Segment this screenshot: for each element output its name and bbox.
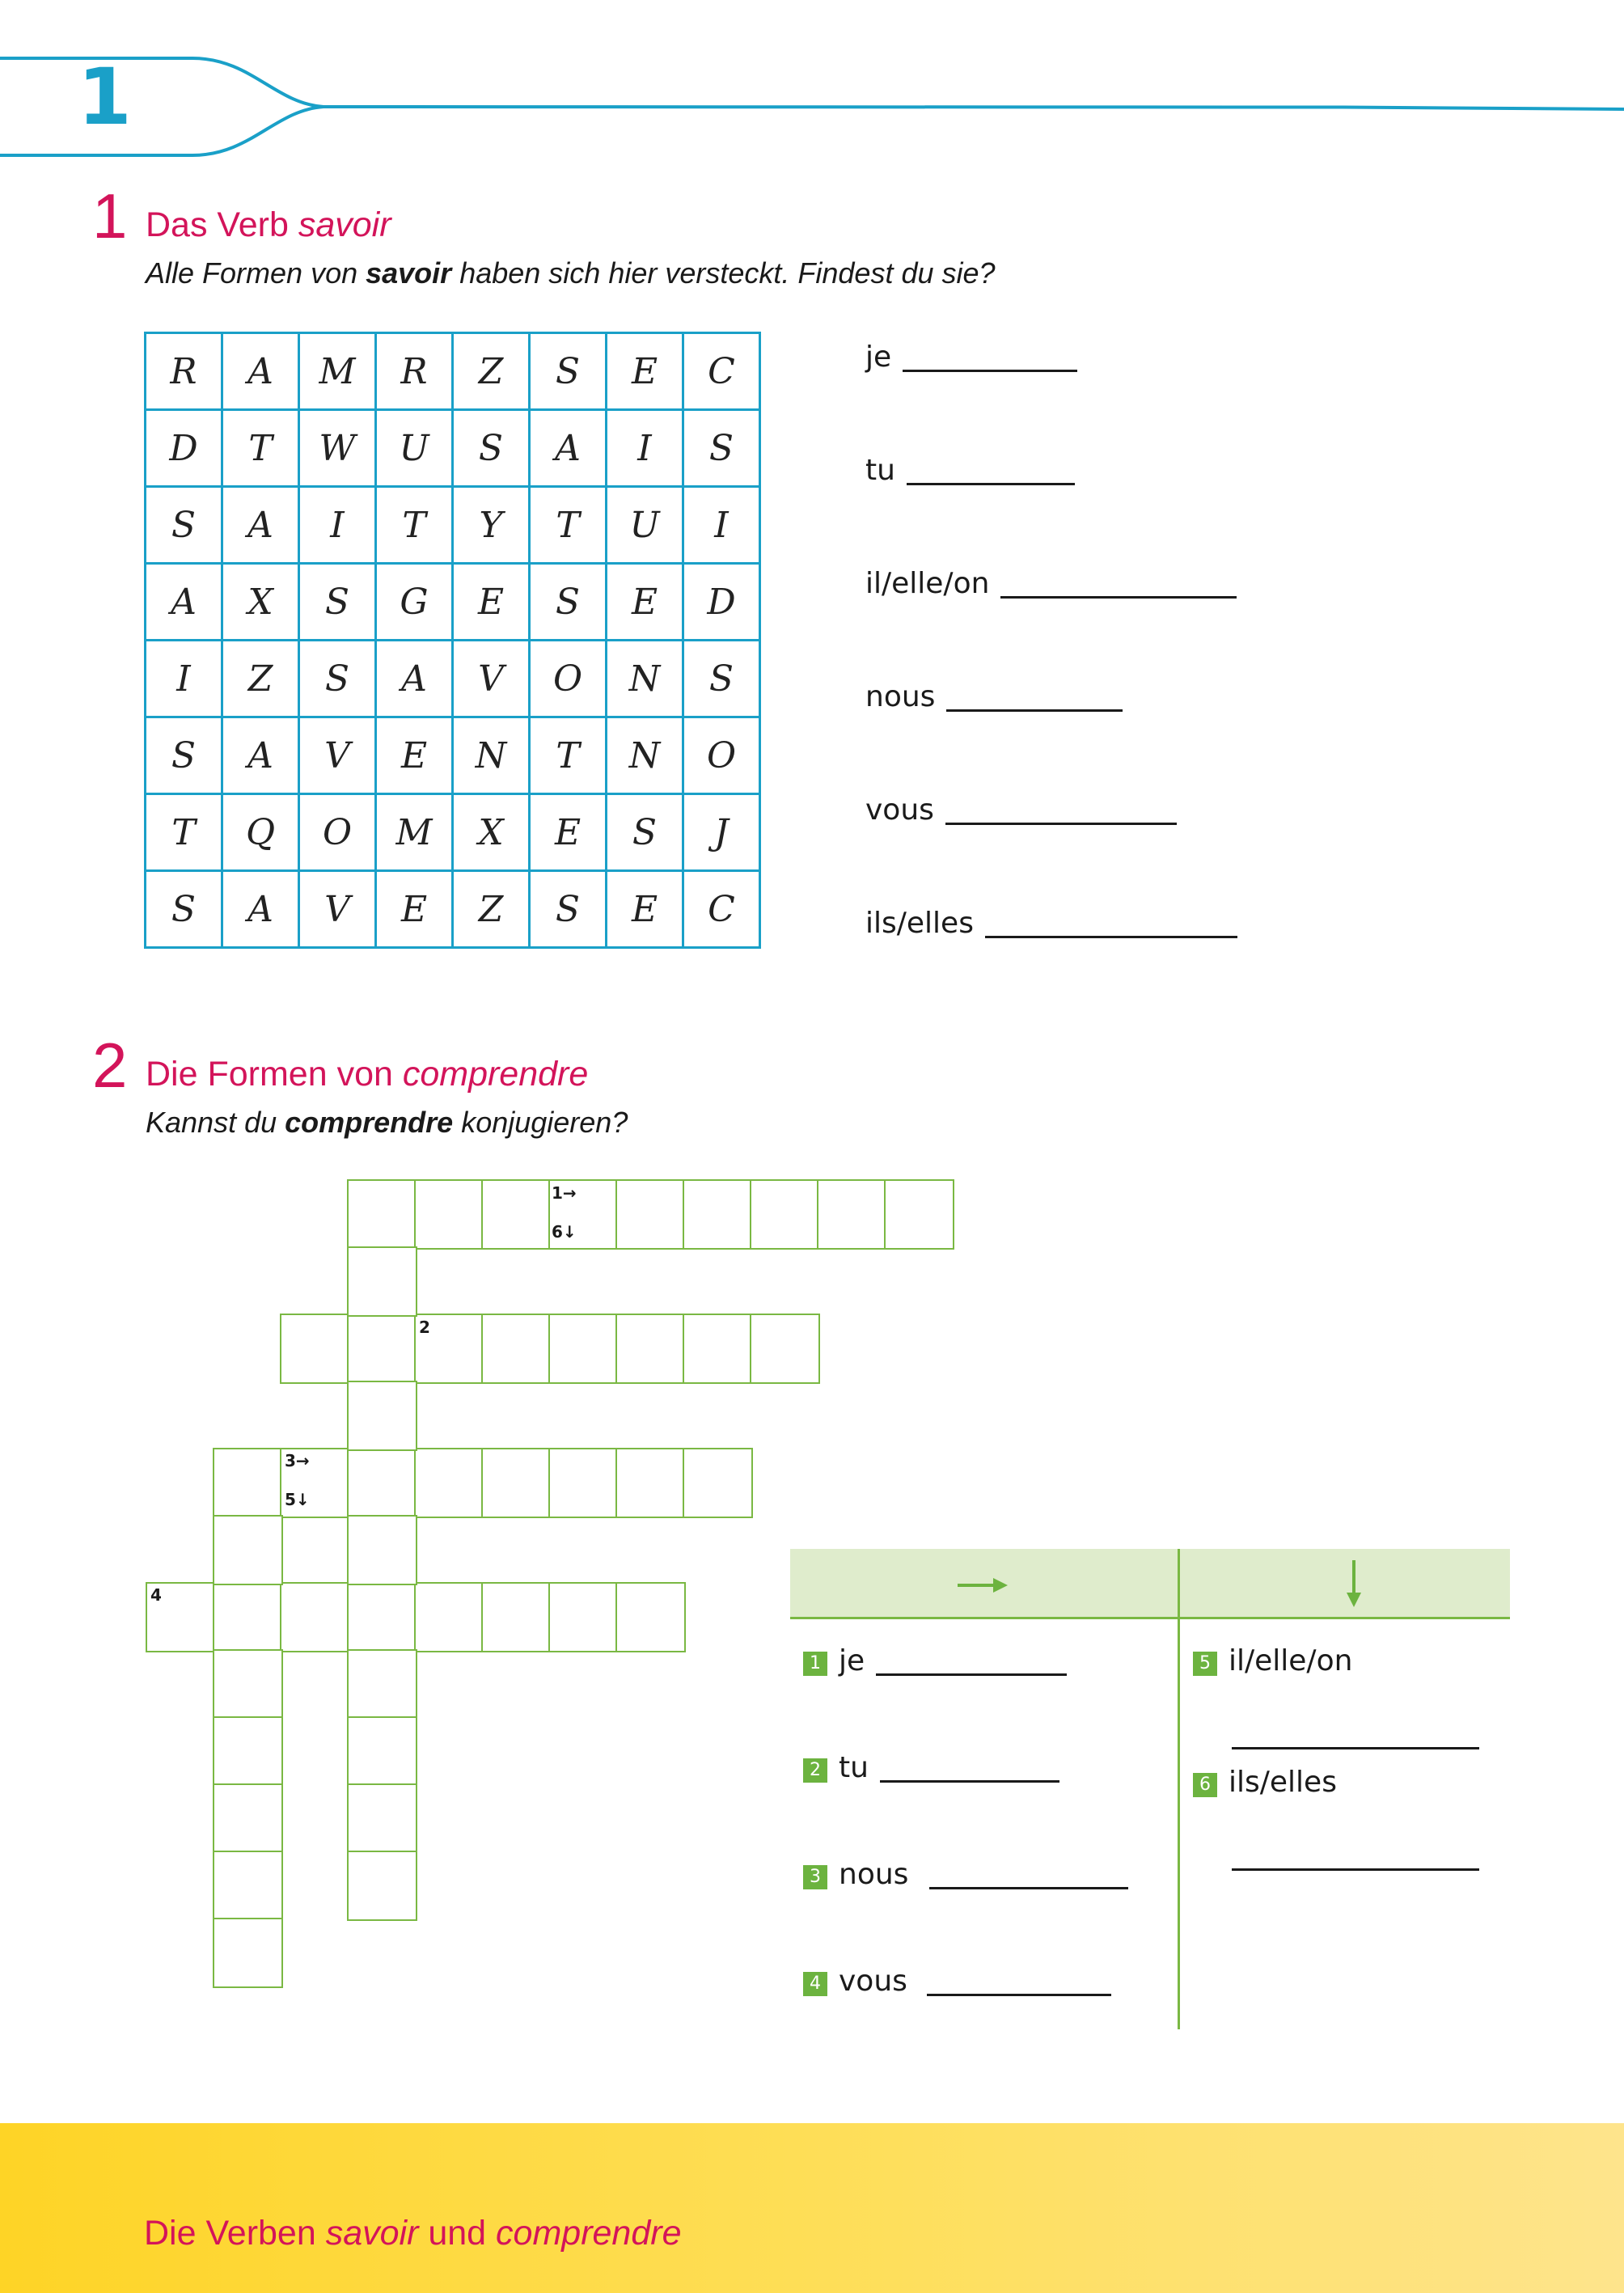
answer-row-vous [865, 793, 1177, 827]
instruction-text: Alle Formen von [146, 256, 366, 290]
down-arrow-icon [1344, 1559, 1364, 1609]
grid-cell[interactable]: A [222, 717, 299, 794]
clue-number-4-across: 4 [150, 1585, 162, 1605]
grid-cell[interactable]: V [453, 641, 530, 717]
grid-cell[interactable]: R [376, 333, 453, 410]
grid-row [146, 487, 760, 564]
crossword-cell[interactable] [414, 1448, 484, 1518]
crossword-cell[interactable] [481, 1179, 552, 1250]
crossword-cell[interactable] [548, 1582, 619, 1652]
answer-blank[interactable] [985, 929, 1237, 938]
answer-row-je [865, 343, 1077, 372]
grid-cell[interactable]: W [299, 410, 376, 487]
clue-number-3-across: 3→ [285, 1451, 310, 1470]
answer-row-tu [865, 456, 1075, 485]
header-tab-shape [0, 0, 1624, 162]
grid-cell[interactable]: Q [222, 794, 299, 871]
down-clue-5 [1193, 1644, 1353, 1677]
crossword-cell[interactable] [548, 1314, 619, 1384]
grid-cell[interactable]: S [299, 564, 376, 641]
crossword-cell[interactable] [280, 1314, 350, 1384]
grid-cell[interactable]: N [607, 641, 683, 717]
answer-row-ils-elles [865, 909, 1237, 938]
clue-badge: 5 [1193, 1652, 1217, 1676]
grid-cell[interactable]: I [683, 487, 760, 564]
grid-cell[interactable]: I [299, 487, 376, 564]
grid-row [146, 871, 760, 948]
grid-cell[interactable]: S [530, 871, 607, 948]
grid-cell[interactable]: T [530, 717, 607, 794]
crossword-cell[interactable] [347, 1515, 417, 1585]
answer-blank[interactable] [876, 1667, 1067, 1676]
grid-cell[interactable]: S [683, 641, 760, 717]
grid-cell[interactable]: A [376, 641, 453, 717]
clue-number-1-across: 1→ [552, 1183, 577, 1203]
grid-cell[interactable]: E [530, 794, 607, 871]
footer-title [144, 2216, 682, 2251]
clue-number-5-down: 5↓ [285, 1490, 310, 1509]
pronoun-label: nous [865, 680, 936, 713]
pronoun-label: ils/elles [865, 907, 974, 940]
grid-cell[interactable]: C [683, 871, 760, 948]
clue-number-2-across: 2 [419, 1318, 430, 1337]
pronoun-label: vous [839, 1965, 907, 1998]
crossword-cell[interactable] [213, 1918, 283, 1988]
grid-cell[interactable]: T [146, 794, 222, 871]
grid-cell[interactable]: G [376, 564, 453, 641]
crossword-cell[interactable] [615, 1582, 686, 1652]
crossword-cell[interactable] [683, 1314, 753, 1384]
crossword-cell[interactable] [615, 1179, 686, 1250]
crossword-cell[interactable] [615, 1314, 686, 1384]
grid-cell[interactable]: C [683, 333, 760, 410]
instruction-text: haben sich hier versteckt. Findest du sie? [451, 256, 996, 290]
grid-cell[interactable]: I [607, 410, 683, 487]
footer-verb: comprendre [496, 2214, 682, 2253]
crossword-cell[interactable] [347, 1716, 417, 1787]
crossword-cell[interactable] [213, 1515, 283, 1585]
grid-cell[interactable]: S [530, 333, 607, 410]
crossword-cell[interactable] [347, 1649, 417, 1720]
grid-row [146, 794, 760, 871]
instruction-text: konjugieren? [453, 1106, 628, 1139]
footer-text: und [418, 2214, 497, 2253]
crossword-cell[interactable] [884, 1179, 954, 1250]
exercise-2-title [146, 1057, 588, 1092]
crossword-cell[interactable] [213, 1582, 283, 1652]
answer-blank[interactable] [1000, 590, 1237, 599]
answer-blank[interactable] [1232, 1862, 1479, 1871]
grid-cell[interactable]: A [222, 871, 299, 948]
grid-cell[interactable]: E [607, 333, 683, 410]
word-search-grid [144, 332, 761, 949]
footer-band [0, 2123, 1624, 2293]
clue-table-header [790, 1549, 1510, 1619]
grid-cell[interactable]: I [146, 641, 222, 717]
crossword-cell[interactable] [683, 1448, 753, 1518]
crossword-cell[interactable] [481, 1582, 552, 1652]
exercise-2-title-text: Die Formen von [146, 1055, 403, 1094]
answer-blank[interactable] [907, 476, 1075, 485]
crossword-cell[interactable] [280, 1582, 350, 1652]
exercise-1-title-text: Das Verb [146, 205, 298, 244]
across-clue-3 [803, 1860, 1128, 1889]
down-clue-6 [1193, 1768, 1337, 1797]
clue-badge: 2 [803, 1758, 827, 1783]
grid-cell[interactable]: Z [453, 333, 530, 410]
crossword-cell[interactable] [213, 1716, 283, 1787]
grid-cell[interactable]: M [376, 794, 453, 871]
crossword-cell[interactable] [615, 1448, 686, 1518]
grid-cell[interactable]: E [607, 564, 683, 641]
grid-cell[interactable]: A [222, 333, 299, 410]
grid-cell[interactable]: M [299, 333, 376, 410]
crossword-cell[interactable] [683, 1179, 753, 1250]
crossword-cell[interactable] [347, 1314, 417, 1384]
crossword-cell[interactable] [750, 1314, 820, 1384]
grid-cell[interactable]: O [683, 717, 760, 794]
grid-cell[interactable]: A [146, 564, 222, 641]
clue-badge: 3 [803, 1865, 827, 1889]
grid-cell[interactable]: Z [222, 641, 299, 717]
grid-cell[interactable]: V [299, 871, 376, 948]
pronoun-label: nous [839, 1858, 909, 1891]
crossword-cell[interactable] [347, 1783, 417, 1854]
exercise-2-title-verb: comprendre [402, 1055, 589, 1094]
grid-cell[interactable]: J [683, 794, 760, 871]
answer-blank[interactable] [927, 1987, 1111, 1996]
grid-cell[interactable]: O [299, 794, 376, 871]
answer-blank[interactable] [903, 363, 1077, 372]
exercise-1-title-verb: savoir [298, 205, 391, 244]
grid-cell[interactable]: E [376, 717, 453, 794]
grid-row [146, 410, 760, 487]
exercise-1-title [146, 205, 391, 244]
grid-cell[interactable]: E [453, 564, 530, 641]
grid-cell[interactable]: T [530, 487, 607, 564]
crossword-cell[interactable] [213, 1783, 283, 1854]
pronoun-label: tu [865, 454, 895, 487]
footer-verb: savoir [325, 2214, 419, 2253]
crossword-cell[interactable] [347, 1381, 417, 1451]
pronoun-label: je [865, 341, 892, 374]
grid-cell[interactable]: E [376, 871, 453, 948]
crossword-cell[interactable] [414, 1179, 484, 1250]
grid-cell[interactable]: U [376, 410, 453, 487]
grid-cell[interactable]: N [453, 717, 530, 794]
grid-cell[interactable]: O [530, 641, 607, 717]
crossword-cell[interactable] [750, 1179, 820, 1250]
exercise-2-instruction [146, 1108, 628, 1137]
across-clue-4 [803, 1967, 1111, 1996]
grid-row [146, 333, 760, 410]
grid-cell[interactable]: A [222, 487, 299, 564]
pronoun-label: ils/elles [1229, 1766, 1337, 1799]
grid-cell[interactable]: E [607, 871, 683, 948]
crossword-cell[interactable] [481, 1314, 552, 1384]
pronoun-label: tu [839, 1751, 869, 1784]
crossword-cell[interactable] [481, 1448, 552, 1518]
grid-cell[interactable]: A [530, 410, 607, 487]
right-arrow-icon [956, 1576, 1009, 1595]
grid-cell[interactable]: V [299, 717, 376, 794]
grid-cell[interactable]: S [453, 410, 530, 487]
crossword-cell[interactable] [548, 1448, 619, 1518]
crossword-cell[interactable] [347, 1851, 417, 1921]
crossword-cell[interactable] [347, 1448, 417, 1518]
pronoun-label: je [839, 1644, 865, 1677]
answer-row-il-elle-on [865, 569, 1237, 599]
crossword-cell[interactable] [213, 1851, 283, 1921]
exercise-1-number: 1 [92, 180, 128, 252]
grid-cell[interactable]: S [530, 564, 607, 641]
pronoun-label: vous [865, 793, 934, 827]
crossword-cell[interactable] [213, 1649, 283, 1720]
crossword-cell[interactable] [817, 1179, 887, 1250]
grid-cell[interactable]: Z [453, 871, 530, 948]
crossword-cell[interactable] [347, 1246, 417, 1317]
instruction-verb: savoir [366, 256, 452, 290]
grid-cell[interactable]: S [146, 717, 222, 794]
pronoun-label: il/elle/on [865, 567, 990, 600]
instruction-verb: comprendre [285, 1106, 454, 1139]
grid-cell[interactable]: S [299, 641, 376, 717]
crossword-cell[interactable] [414, 1582, 484, 1652]
grid-cell[interactable]: S [607, 794, 683, 871]
grid-row [146, 641, 760, 717]
exercise-2-number: 2 [92, 1030, 128, 1101]
clue-badge: 1 [803, 1652, 827, 1676]
answer-blank[interactable] [945, 816, 1177, 825]
grid-cell[interactable]: T [222, 410, 299, 487]
grid-row [146, 564, 760, 641]
grid-row [146, 717, 760, 794]
clue-badge: 6 [1193, 1773, 1217, 1797]
chapter-number: 1 [78, 52, 132, 142]
grid-cell[interactable]: X [222, 564, 299, 641]
clue-table-divider [1178, 1549, 1180, 2029]
grid-cell[interactable]: X [453, 794, 530, 871]
answer-row-nous [865, 680, 1123, 713]
grid-cell[interactable]: S [683, 410, 760, 487]
answer-blank[interactable] [1232, 1741, 1479, 1749]
clue-badge: 4 [803, 1972, 827, 1996]
grid-cell[interactable]: U [607, 487, 683, 564]
grid-cell[interactable]: Y [453, 487, 530, 564]
grid-cell[interactable]: T [376, 487, 453, 564]
grid-cell[interactable]: D [146, 410, 222, 487]
across-clue-2 [803, 1751, 1059, 1784]
pronoun-label: il/elle/on [1229, 1644, 1353, 1677]
grid-cell[interactable]: N [607, 717, 683, 794]
answer-blank[interactable] [946, 703, 1123, 712]
grid-cell[interactable]: S [146, 871, 222, 948]
grid-cell[interactable]: D [683, 564, 760, 641]
instruction-text: Kannst du [146, 1106, 285, 1139]
clue-number-6-down: 6↓ [552, 1222, 577, 1242]
crossword-cell[interactable] [347, 1179, 417, 1250]
answer-blank[interactable] [880, 1774, 1059, 1783]
footer-text: Die Verben [144, 2214, 326, 2253]
answer-blank[interactable] [929, 1881, 1128, 1889]
crossword-cell[interactable] [347, 1582, 417, 1652]
grid-cell[interactable]: S [146, 487, 222, 564]
crossword-cell[interactable] [213, 1448, 283, 1518]
grid-cell[interactable]: R [146, 333, 222, 410]
across-clue-1 [803, 1644, 1067, 1677]
exercise-1-instruction [146, 256, 996, 290]
